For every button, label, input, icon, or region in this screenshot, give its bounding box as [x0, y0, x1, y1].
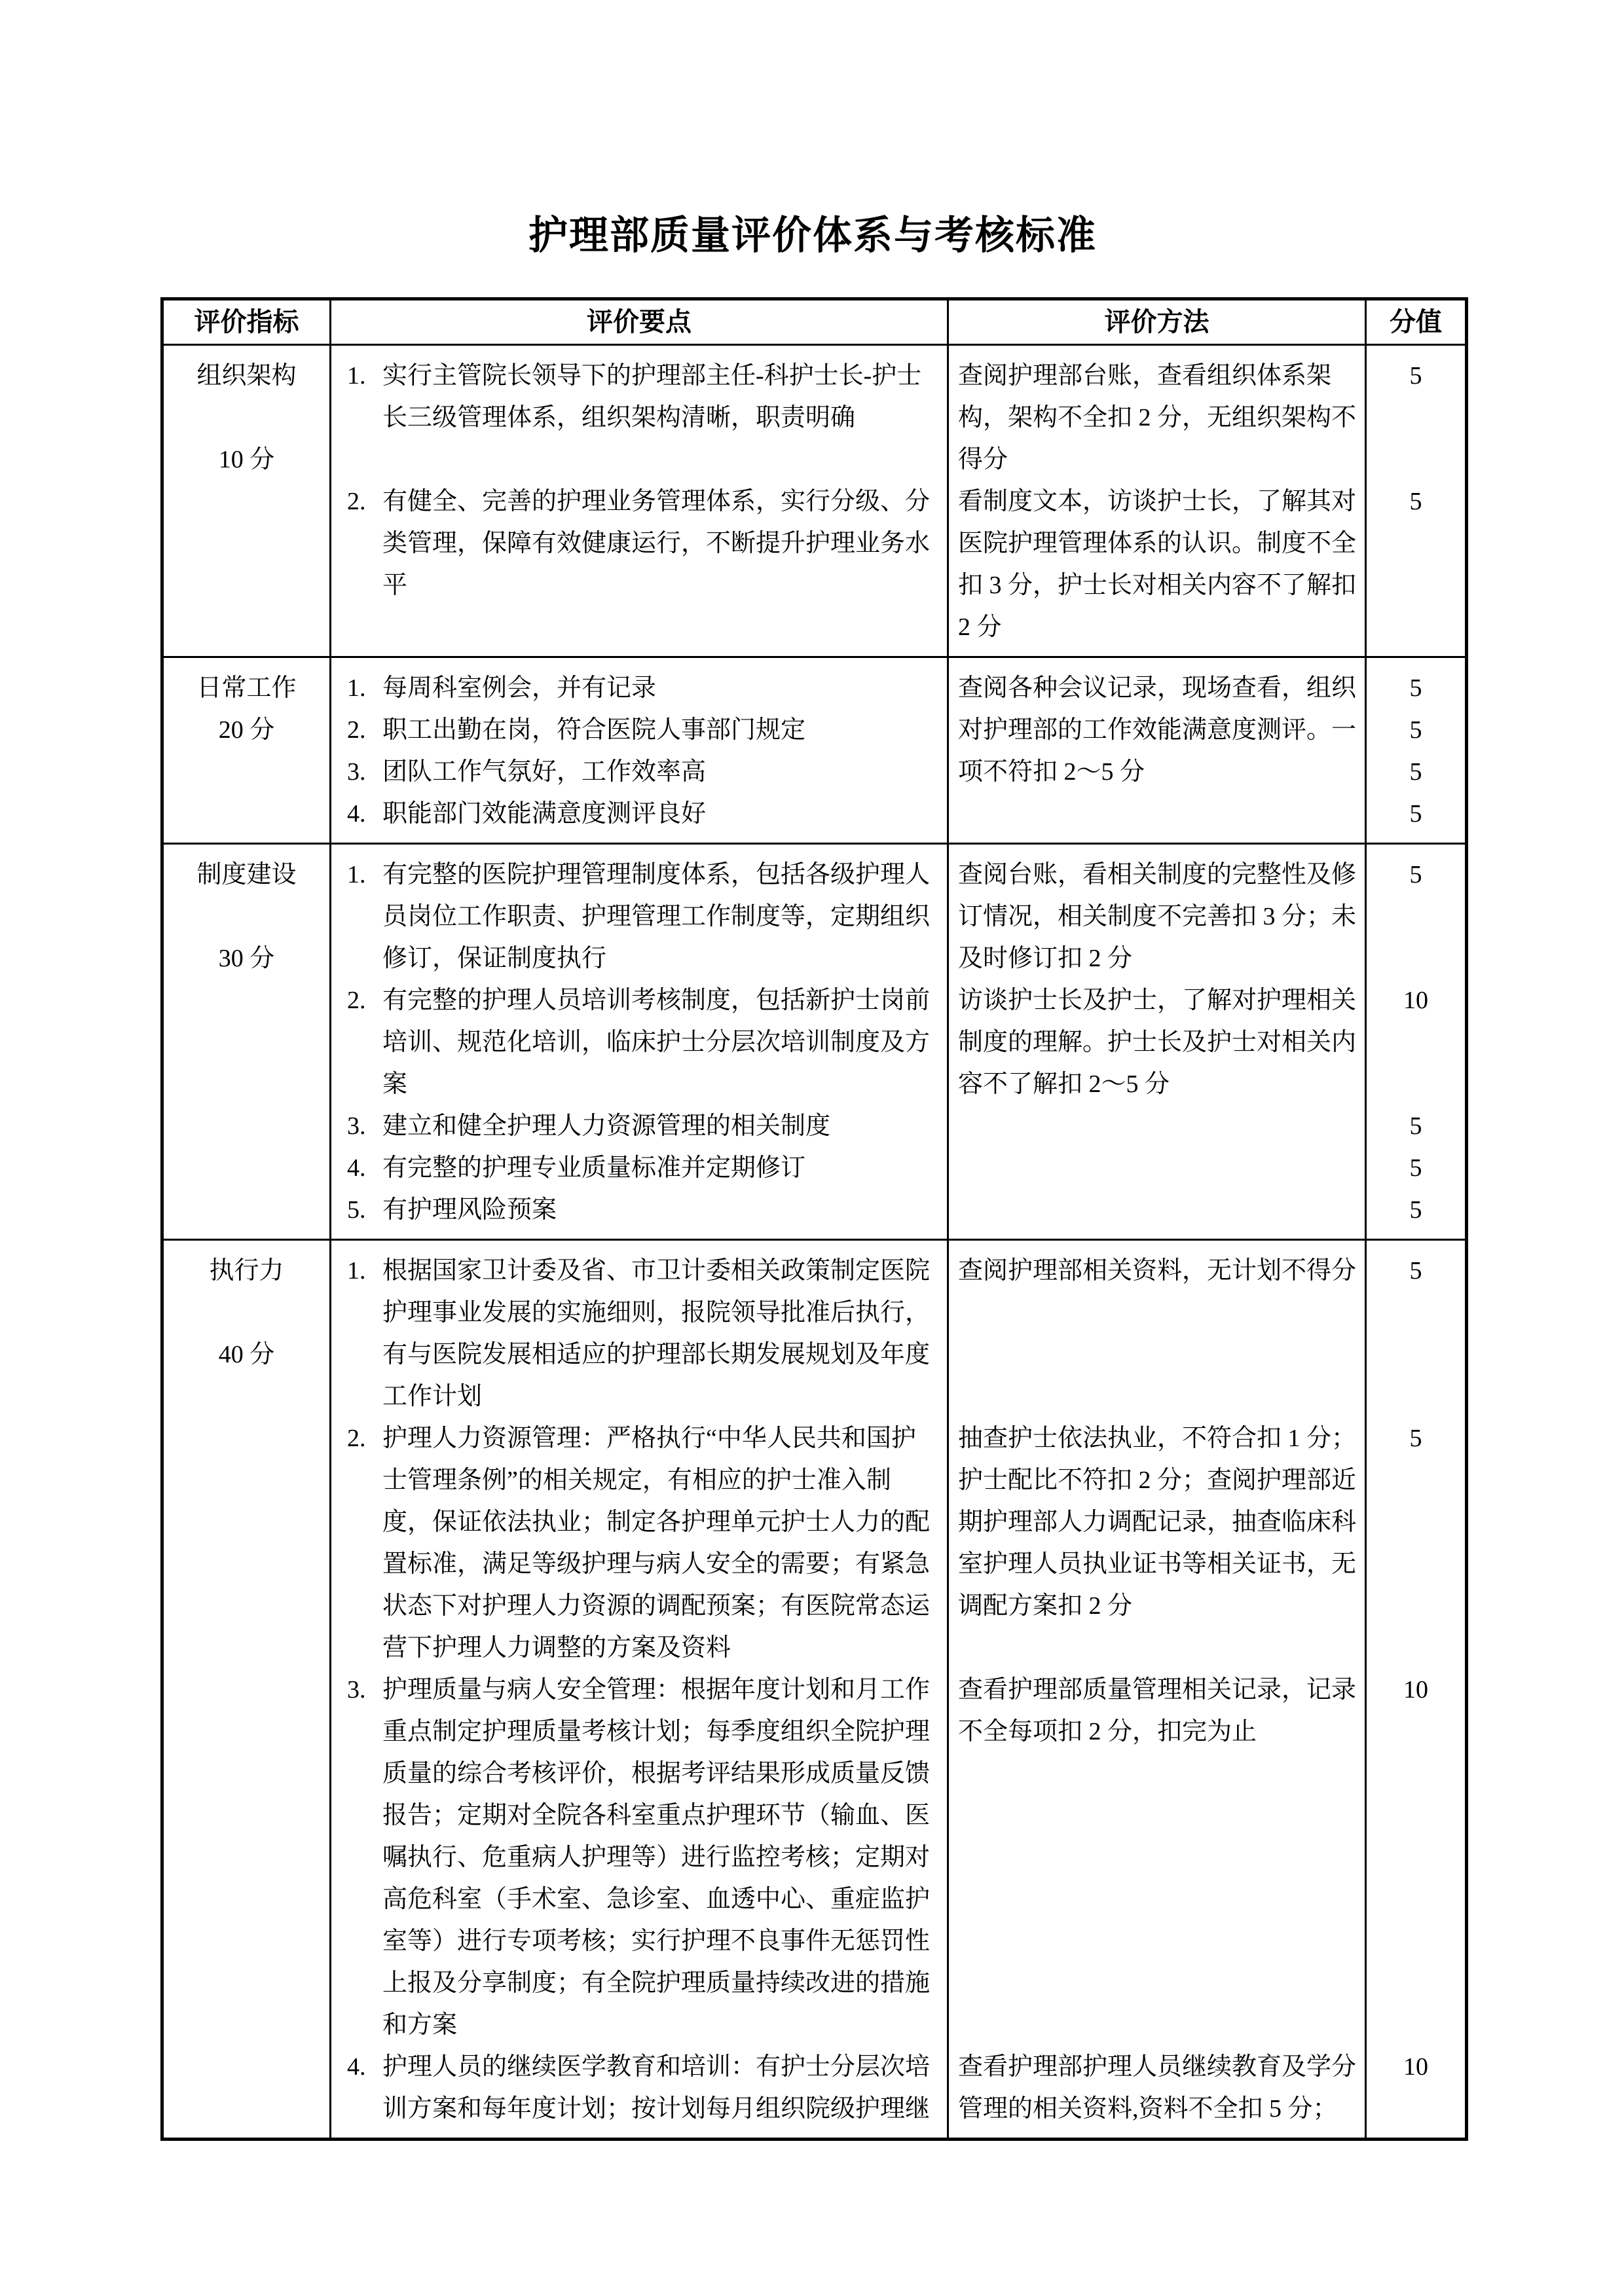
- table-row-execution: [162, 1240, 1467, 2140]
- table-header-row: [162, 299, 1467, 345]
- indicator-cell: [162, 1240, 331, 2140]
- indicator-name: 执行力: [209, 1257, 284, 1285]
- methods-cell: [948, 844, 1366, 1240]
- header-methods-col: 评价方法: [948, 299, 1366, 345]
- point-item: 护理质量与病人安全管理：根据年度计划和月工作重点制定护理质量考核计划；每季度组织全院护理质量的综合考核评价，根据考评结果形成质量反馈报告；定期对全院各科室重点护理环节（输血、医嘱执行、危重病人护理等）进行监控考核；定期对高危科室（手术室、急诊室、血透中心、重症监护室等）进行专项考核；实行护理不良事件无惩罚性上报及分享制度；有全院护理质量持续改进的措施和方案: [382, 1676, 931, 2039]
- indicator-cell: [162, 345, 331, 657]
- score-value: 5: [1409, 488, 1422, 515]
- score-cell: [1366, 1240, 1467, 2140]
- method-item: 抽查护士依法执业，不符合扣 1 分；护士配比不符扣 2 分；查阅护理部近期护理部人力调配记录，抽查临床科室护理人员执业证书等相关证书，无调配方案扣 2 分: [958, 1425, 1357, 1620]
- method-item: 查阅各种会议记录，现场查看，组织对护理部的工作效能满意度测评。一项不符扣 2～5 分: [958, 674, 1357, 786]
- indicator-cell: [162, 844, 331, 1240]
- point-item: 每周科室例会，并有记录: [382, 674, 657, 702]
- point-item: 有完整的护理专业质量标准并定期修订: [382, 1154, 806, 1182]
- score-value: 5: [1409, 758, 1422, 786]
- score-value: 5: [1409, 800, 1422, 828]
- point-item: 有完整的护理人员培训考核制度，包括新护士岗前培训、规范化培训，临床护士分层次培训制度及方案: [382, 987, 931, 1098]
- evaluation-table: [160, 297, 1468, 2141]
- point-item: 有完整的医院护理管理制度体系，包括各级护理人员岗位工作职责、护理管理工作制度等，定期组织修订，保证制度执行: [382, 861, 931, 972]
- point-item: 根据国家卫计委及省、市卫计委相关政策制定医院护理事业发展的实施细则，报院领导批准后执行，有与医院发展相适应的护理部长期发展规划及年度工作计划: [382, 1257, 931, 1410]
- indicator-score: 40 分: [218, 1341, 275, 1368]
- point-item: 有护理风险预案: [382, 1196, 557, 1224]
- indicator-name: 制度建设: [196, 861, 297, 888]
- score-cell: [1366, 345, 1467, 657]
- score-value: 5: [1409, 1112, 1422, 1140]
- points-cell: [331, 844, 948, 1240]
- point-item: 团队工作气氛好，工作效率高: [382, 758, 707, 786]
- point-item: 职能部门效能满意度测评良好: [382, 800, 707, 828]
- header-score-col: 分值: [1366, 299, 1467, 345]
- indicator-cell: [162, 657, 331, 844]
- score-value: 5: [1409, 1425, 1422, 1452]
- indicator-name: 组织架构: [196, 362, 297, 390]
- method-item: 查看护理部护理人员继续教育及学分管理的相关资料,资料不全扣 5 分；: [958, 2053, 1357, 2123]
- methods-cell: [948, 657, 1366, 844]
- indicator-score: 20 分: [218, 716, 275, 744]
- point-item: 有健全、完善的护理业务管理体系，实行分级、分类管理，保障有效健康运行，不断提升护理业务水平: [382, 488, 931, 599]
- point-item: 护理人力资源管理：严格执行“中华人民共和国护士管理条例”的相关规定，有相应的护士准入制度，保证依法执业；制定各护理单元护士人力的配置标准，满足等级护理与病人安全的需要；有紧急状态下对护理人力资源的调配预案；有医院常态运营下护理人力调整的方案及资料: [382, 1425, 931, 1662]
- indicator-score: 10 分: [218, 446, 275, 473]
- method-item: 查阅护理部相关资料，无计划不得分: [958, 1257, 1357, 1285]
- score-value: 5: [1409, 674, 1422, 702]
- method-item: 查阅护理部台账，查看组织体系架构，架构不全扣 2 分，无组织架构不得分: [958, 362, 1357, 473]
- table-row-system-building: [162, 844, 1467, 1240]
- point-item: 建立和健全护理人力资源管理的相关制度: [382, 1112, 831, 1140]
- points-cell: [331, 1240, 948, 2140]
- header-points-col: 评价要点: [331, 299, 948, 345]
- points-cell: [331, 657, 948, 844]
- table-row-daily-work: [162, 657, 1467, 844]
- score-value: 10: [1403, 987, 1428, 1014]
- table-row-organization: [162, 345, 1467, 657]
- score-cell: [1366, 844, 1467, 1240]
- methods-cell: [948, 1240, 1366, 2140]
- point-item: 实行主管院长领导下的护理部主任-科护士长-护士长三级管理体系，组织架构清晰，职责明确: [382, 362, 922, 431]
- indicator-name: 日常工作: [196, 674, 297, 702]
- score-value: 10: [1403, 2053, 1428, 2081]
- score-value: 5: [1409, 716, 1422, 744]
- score-value: 5: [1409, 1196, 1422, 1224]
- method-item: 查阅台账，看相关制度的完整性及修订情况，相关制度不完善扣 3 分；未及时修订扣 2 分: [958, 861, 1357, 972]
- document-content: [160, 0, 1465, 2141]
- score-value: 5: [1409, 362, 1422, 390]
- method-item: 查看护理部质量管理相关记录，记录不全每项扣 2 分，扣完为止: [958, 1676, 1357, 1745]
- score-value: 5: [1409, 1154, 1422, 1182]
- document-title: 护理部质量评价体系与考核标准: [528, 214, 1097, 257]
- method-item: 看制度文本，访谈护士长，了解其对医院护理管理体系的认识。制度不全扣 3 分，护士长对相关内容不了解扣 2 分: [958, 488, 1357, 641]
- points-cell: [331, 345, 948, 657]
- score-value: 5: [1409, 861, 1422, 888]
- methods-cell: [948, 345, 1366, 657]
- point-item: 护理人员的继续医学教育和培训：有护士分层次培训方案和每年度计划；按计划每月组织院级护理继: [382, 2053, 931, 2123]
- method-item: 访谈护士长及护士，了解对护理相关制度的理解。护士长及护士对相关内容不了解扣 2～5 分: [958, 987, 1357, 1098]
- indicator-score: 30 分: [218, 945, 275, 972]
- score-value: 5: [1409, 1257, 1422, 1285]
- header-indicator-col: 评价指标: [162, 299, 331, 345]
- score-cell: [1366, 657, 1467, 844]
- score-value: 10: [1403, 1676, 1428, 1704]
- point-item: 职工出勤在岗，符合医院人事部门规定: [382, 716, 806, 744]
